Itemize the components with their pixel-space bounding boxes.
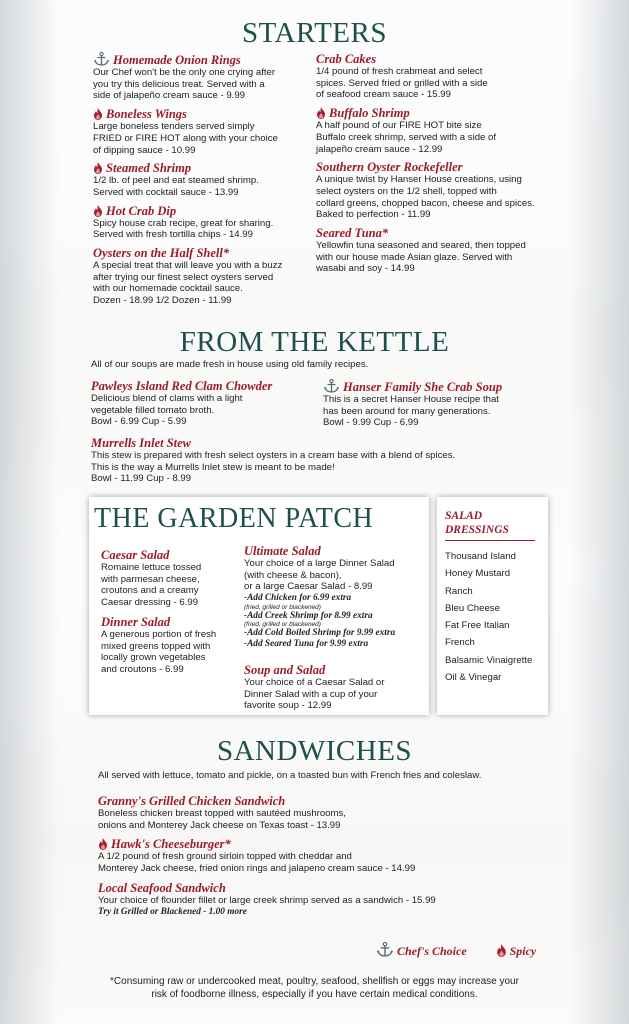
item-name: Southern Oyster Rockefeller xyxy=(316,160,463,175)
flame-icon xyxy=(93,205,103,217)
item-description: 1/2 lb. of peel and eat steamed shrimp. xyxy=(93,175,259,187)
item-name: Buffalo Shrimp xyxy=(316,106,556,120)
item-name: Local Seafood Sandwich xyxy=(98,880,226,895)
item-description: favorite soup - 12.99 xyxy=(244,700,332,712)
item-description: Served with cocktail sauce - 13.99 xyxy=(93,186,239,198)
item-name: Homemade Onion Rings xyxy=(93,52,308,67)
dressing-item: Honey Mustard xyxy=(445,568,511,580)
item-description: A 1/2 pound of fresh ground sirloin topped with cheddar and xyxy=(98,851,352,863)
menu-item xyxy=(93,161,308,198)
item-description: Bowl - 11.99 Cup - 8.99 xyxy=(91,473,192,485)
item-description: Spicy house crab recipe, great for sharing. xyxy=(93,217,274,229)
item-description: Your choice of flounder fillet or large creek shrimp served as a sandwich - 15.99 xyxy=(98,894,436,906)
kettle-item-she-crab xyxy=(323,379,543,429)
item-description: A half pound of our FIRE HOT bite size xyxy=(316,120,482,132)
item-description: or a large Caesar Salad - 8.99 xyxy=(244,581,373,593)
dressing-item: Bleu Cheese xyxy=(445,602,500,614)
item-description: Served with fresh tortilla chips - 14.99 xyxy=(93,229,253,241)
menu-item xyxy=(93,246,308,307)
dressing-item: Fat Free Italian xyxy=(445,620,510,632)
item-name: Soup and Salad xyxy=(244,663,326,677)
item-description: Your choice of a Caesar Salad or xyxy=(244,677,385,688)
item-name: Oysters on the Half Shell* xyxy=(93,246,230,261)
dressings-title xyxy=(445,510,540,541)
starters-left-column xyxy=(93,52,308,312)
item-description: A generous portion of fresh xyxy=(101,628,217,640)
footer-line-1: *Consuming raw or undercooked meat, poultry, seafood, shellfish or eggs may increase your xyxy=(110,976,519,987)
item-description: 1/4 pound of fresh crabmeat and select xyxy=(316,66,483,77)
menu-item xyxy=(98,837,548,874)
dressing-item: Balsamic Vinaigrette xyxy=(445,654,533,666)
legend-chef-choice: Chef's Choice xyxy=(397,944,467,958)
dressings-list xyxy=(445,548,545,686)
item-description: side of jalapeño cream sauce - 9.99 xyxy=(93,90,245,102)
kettle-item-clam-chowder xyxy=(91,379,316,428)
item-name: Caesar Salad xyxy=(101,548,170,562)
item-description: and croutons - 6.99 xyxy=(101,663,184,675)
kettle-title: FROM THE KETTLE xyxy=(179,326,450,358)
item-description: Boneless chicken breast topped with sautéed mushrooms, xyxy=(98,808,346,819)
item-name: Hanser Family She Crab Soup xyxy=(323,379,543,394)
starters-title: STARTERS xyxy=(242,17,387,49)
sandwiches-intro: All served with lettuce, tomato and pickle, on a toasted bun with French fries and coleslaw. xyxy=(98,770,482,781)
salad-addon-note: (fried, grilled or blackened) xyxy=(244,621,321,629)
item-description: Your choice of a large Dinner Salad xyxy=(244,558,395,569)
menu-item xyxy=(93,204,308,241)
item-description: Dozen - 18.99 1/2 Dozen - 11.99 xyxy=(93,295,232,307)
item-description: has been around for many generations. xyxy=(323,405,491,417)
flame-icon xyxy=(93,108,103,120)
item-name: Granny's Grilled Chicken Sandwich xyxy=(98,794,286,808)
menu-item xyxy=(93,107,308,156)
flame-icon xyxy=(93,162,103,174)
salad-addon-note: (fried, grilled or blackened) xyxy=(244,603,321,611)
item-description: with our house made Asian glaze. Served with xyxy=(316,251,513,263)
item-name: Hot Crab Dip xyxy=(93,204,308,218)
menu-item xyxy=(101,548,236,609)
menu-item xyxy=(98,794,548,831)
salad-addon: -Add Creek Shrimp for 8.99 extra xyxy=(244,610,373,621)
menu-item xyxy=(98,881,548,917)
item-description: Caesar dressing - 6.99 xyxy=(101,597,199,609)
item-description: croutons and a creamy xyxy=(101,585,199,597)
item-description: jalapeño cream sauce - 12.99 xyxy=(316,143,443,155)
item-description: wasabi and soy - 14.99 xyxy=(316,263,415,275)
item-description: A special treat that will leave you with a buzz xyxy=(93,260,283,272)
flame-icon xyxy=(496,944,507,957)
flame-icon xyxy=(98,838,108,850)
salad-addon: -Add Cold Boiled Shrimp for 9.99 extra xyxy=(244,628,396,639)
flame-icon xyxy=(316,107,326,119)
anchor-icon xyxy=(376,942,394,957)
item-description: spices. Served fried or grilled with a side xyxy=(316,77,488,89)
menu-item xyxy=(316,226,556,275)
footer-line-2: risk of foodborne illness, especially if you have certain medical conditions. xyxy=(151,988,478,1000)
item-description: after trying our finest select oysters served xyxy=(93,271,274,283)
item-description: select oysters on the 1/2 shell, topped with xyxy=(316,185,497,197)
item-description: Bowl - 9.99 Cup - 6.99 xyxy=(323,417,419,429)
item-name: Pawleys Island Red Clam Chowder xyxy=(91,379,273,393)
sandwiches-list xyxy=(98,794,548,923)
menu-item xyxy=(316,160,556,221)
dressings-title-line2: DRESSINGS xyxy=(445,523,509,536)
garden-title: THE GARDEN PATCH xyxy=(94,503,374,534)
dressing-item: French xyxy=(445,637,475,649)
item-description: This is a secret Hanser House recipe that xyxy=(323,394,499,405)
item-description: Bowl - 6.99 Cup - 5.99 xyxy=(91,416,187,428)
item-description: onions and Monterey Jack cheese on Texas toast - 13.99 xyxy=(98,819,341,831)
item-extra: Try it Grilled or Blackened - 1.00 more xyxy=(98,906,247,917)
item-name: Seared Tuna* xyxy=(316,226,389,241)
item-name: Boneless Wings xyxy=(93,107,308,121)
item-description: Our Chef won't be the only one crying after xyxy=(93,67,276,78)
item-description: with parmesan cheese, xyxy=(101,573,200,585)
item-description: FRIED or FIRE HOT along with your choice xyxy=(93,132,278,144)
item-description: Baked to perfection - 11.99 xyxy=(316,209,431,221)
item-description: This is the way a Murrells Inlet stew is meant to be made! xyxy=(91,461,335,473)
legend xyxy=(376,942,556,960)
item-description: Monterey Jack cheese, fried onion rings and jalapeno cream sauce - 14.99 xyxy=(98,863,416,875)
item-name: Ultimate Salad xyxy=(244,544,321,558)
item-description: Large boneless tenders served simply xyxy=(93,121,255,133)
item-description: Yellowfin tuna seasoned and seared, then topped xyxy=(316,240,526,252)
item-description: This stew is prepared with fresh select oysters in a cream base with a blend of spices. xyxy=(91,450,456,461)
item-name: Murrells Inlet Stew xyxy=(91,436,192,450)
item-description: of dipping sauce - 10.99 xyxy=(93,144,196,156)
legend-spicy: Spicy xyxy=(509,944,537,958)
dressing-item: Oil & Vinegar xyxy=(445,672,502,684)
menu-item xyxy=(101,615,236,676)
sandwiches-title: SANDWICHES xyxy=(216,735,413,767)
item-description: vegetable filled tomato broth. xyxy=(91,404,215,416)
item-description: Buffalo creek shrimp, served with a side of xyxy=(316,131,497,143)
anchor-icon xyxy=(93,52,110,66)
kettle-intro: All of our soups are made fresh in house using old family recipes. xyxy=(91,359,369,370)
garden-left-column xyxy=(101,548,236,682)
salad-addon: -Add Seared Tuna for 9.99 extra xyxy=(244,638,369,649)
item-description: with our homemade cocktail sauce. xyxy=(93,283,243,295)
item-name: Crab Cakes xyxy=(316,52,377,66)
item-description: collard greens, chopped bacon, cheese and spices. xyxy=(316,197,535,209)
item-description: (with cheese & bacon), xyxy=(244,569,342,581)
soup-and-salad xyxy=(244,663,426,712)
item-description: Delicious blend of clams with a light xyxy=(91,393,243,404)
footer-disclaimer xyxy=(0,976,629,1001)
dressings-title-line1: SALAD xyxy=(445,510,483,522)
dressings-divider xyxy=(445,540,535,541)
dressing-item: Ranch xyxy=(445,585,473,597)
item-description: locally grown vegetables xyxy=(101,652,206,664)
menu-item xyxy=(316,106,556,155)
starters-right-column xyxy=(316,52,556,280)
ultimate-salad xyxy=(244,544,426,649)
item-name: Dinner Salad xyxy=(101,614,171,629)
item-name: Steamed Shrimp xyxy=(93,161,308,175)
salad-addon: -Add Chicken for 6.99 extra xyxy=(244,593,352,604)
item-description: mixed greens topped with xyxy=(101,640,211,652)
item-name: Hawk's Cheeseburger* xyxy=(98,837,548,851)
anchor-icon xyxy=(323,379,340,393)
item-description: you try this delicious treat. Served with a xyxy=(93,78,265,90)
item-description: Dinner Salad with a cup of your xyxy=(244,688,378,700)
item-description: Romaine lettuce tossed xyxy=(101,562,202,573)
kettle-item-stew xyxy=(91,436,531,485)
menu-item xyxy=(316,52,556,101)
menu-item xyxy=(93,52,308,102)
item-description: of seafood cream sauce - 15.99 xyxy=(316,89,451,101)
dressing-item: Thousand Island xyxy=(445,551,516,562)
item-description: A unique twist by Hanser House creations, using xyxy=(316,174,522,186)
